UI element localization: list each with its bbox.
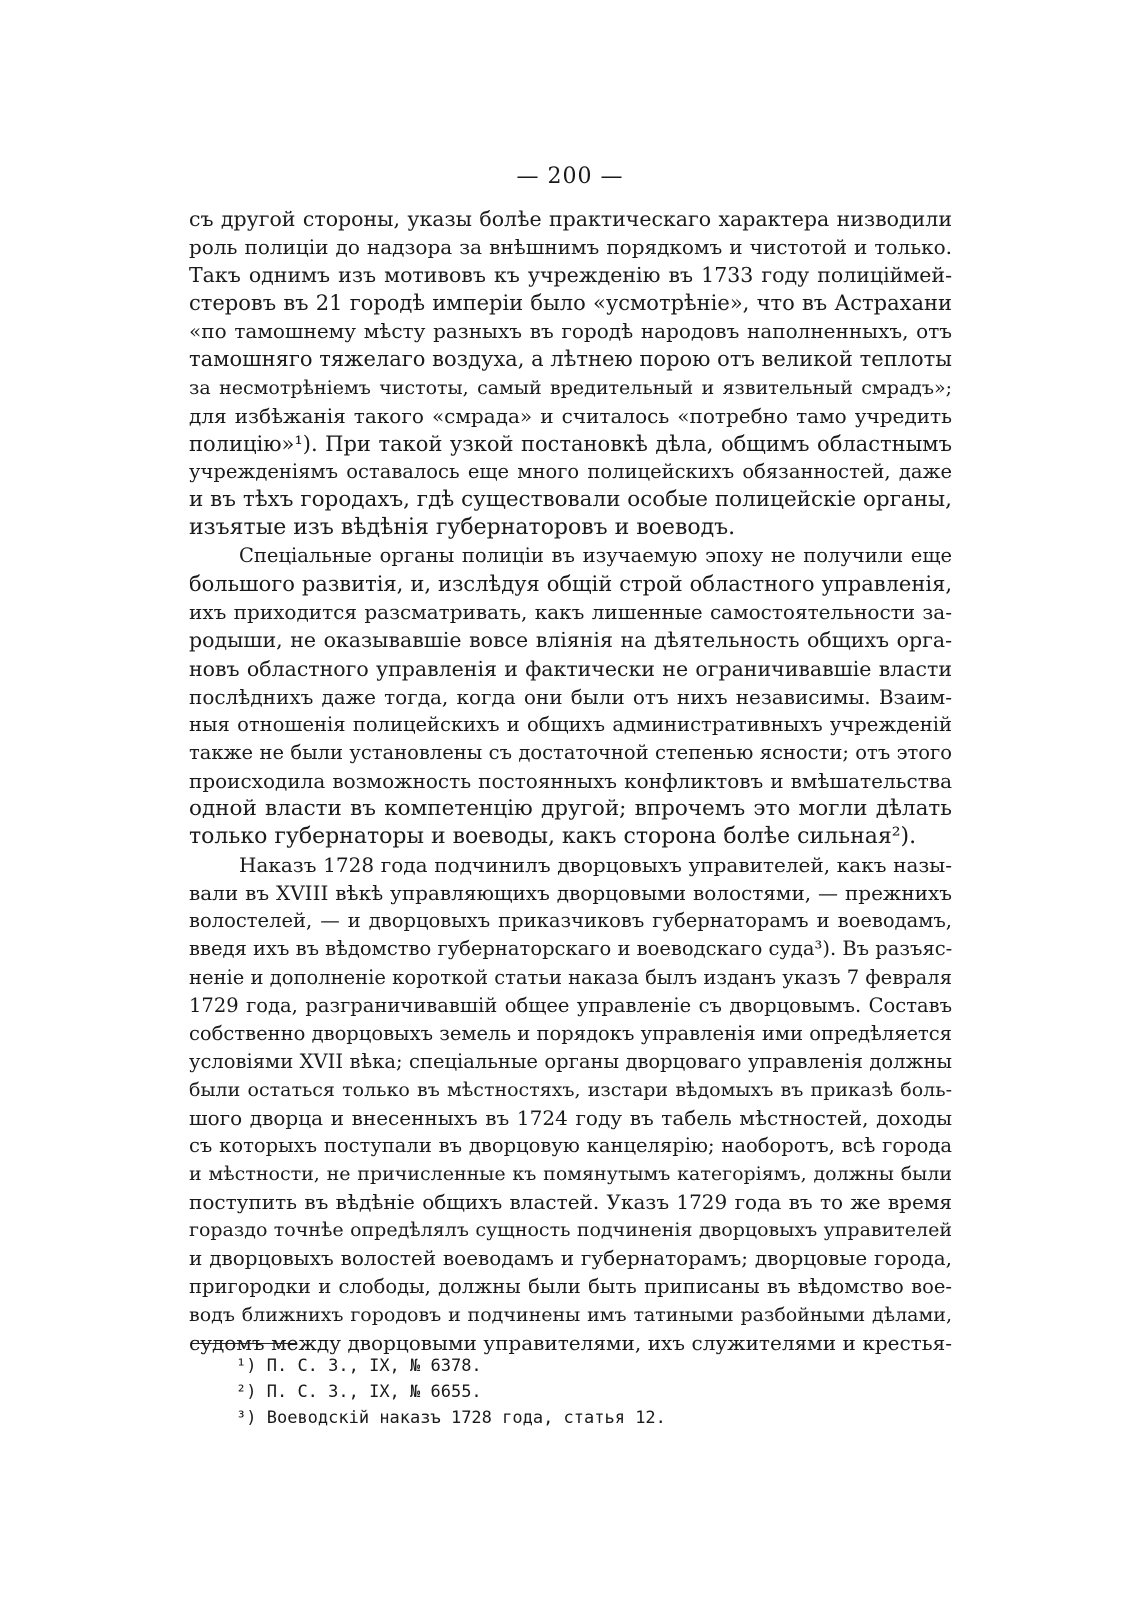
text-line: Наказъ 1728 года подчинилъ дворцовыхъ управителей, какъ назы- xyxy=(239,853,952,878)
text-line: и мѣстности, не причисленные къ помянутымъ категоріямъ, должны были xyxy=(189,1163,952,1186)
paragraph-2 xyxy=(189,542,952,851)
footnote-text: Воеводскій наказъ 1728 года, статья 12. xyxy=(266,1408,666,1428)
text-line: условіями XVII вѣка; спеціальные органы дворцоваго управленія должны xyxy=(189,1049,952,1073)
text-line: происходила возможность постоянныхъ конфликтовъ и вмѣшательства xyxy=(189,768,952,793)
text-line: учрежденіямъ оставалось еще много полицейскихъ обязанностей, даже xyxy=(189,459,952,483)
text-line: поступить въ вѣдѣніе общихъ властей. Указъ 1729 года въ то же время xyxy=(189,1190,952,1215)
text-line: и въ тѣхъ городахъ, гдѣ существовали особые полицейскіе органы, xyxy=(189,486,952,512)
text-line: изъятые изъ вѣдѣнія губернаторовъ и воеводъ. xyxy=(189,515,736,541)
text-line: тамошняго тяжелаго воздуха, а лѣтнею порою отъ великой теплоты xyxy=(189,347,952,372)
text-line: вали въ XVIII вѣкѣ управляющихъ дворцовыми волостями, — прежнихъ xyxy=(189,881,952,906)
text-line: роль полиціи до надзора за внѣшнимъ порядкомъ и чистотой и только. xyxy=(189,235,952,260)
text-line: большого развитія, и, изслѣдуя общій строй областного управленія, xyxy=(189,572,952,597)
footnote-text: П. С. З., IX, № 6378. xyxy=(266,1356,482,1376)
text-line: шого дворца и внесенныхъ въ 1724 году въ табель мѣстностей, доходы xyxy=(189,1106,952,1130)
text-line: ныя отношенія полицейскихъ и общихъ административныхъ учрежденій xyxy=(189,712,952,736)
text-line: съ которыхъ поступали въ дворцовую канцелярію; наоборотъ, всѣ города xyxy=(189,1134,952,1158)
footnote-3 xyxy=(236,1405,836,1431)
text-line: введя ихъ въ вѣдомство губернаторскаго и воеводскаго суда³). Въ разъяс- xyxy=(189,937,953,961)
text-line: неніе и дополненіе короткой статьи наказа былъ изданъ указъ 7 февраля xyxy=(189,965,952,989)
text-line: и дворцовыхъ волостей воеводамъ и губернаторамъ; дворцовые города, xyxy=(189,1246,952,1271)
text-line: собственно дворцовыхъ земель и порядокъ управленія ими опредѣляется xyxy=(189,1021,952,1045)
text-line: «по тамошнему мѣсту разныхъ въ городѣ народовъ наполненныхъ, отъ xyxy=(189,319,952,344)
footnote-1 xyxy=(236,1353,836,1379)
text-line: Такъ однимъ изъ мотивовъ къ учрежденію въ 1733 году полиціймей- xyxy=(189,263,952,288)
text-line: одной власти въ компетенцію другой; впрочемъ это могли дѣлать xyxy=(189,795,952,821)
text-line: стеровъ въ 21 городѣ имперіи было «усмотрѣніе», что въ Астрахани xyxy=(189,291,952,316)
text-line: Спеціальные органы полиціи въ изучаемую эпоху не получили еще xyxy=(239,544,952,568)
text-line: новъ областного управленія и фактически не ограничивавшіе власти xyxy=(189,656,952,681)
text-line: пригородки и слободы, должны были быть приписаны въ вѣдомство вое- xyxy=(189,1274,952,1298)
text-line: 1729 года, разграничивавшій общее управленіе съ дворцовымъ. Составъ xyxy=(189,993,952,1017)
text-line: только губернаторы и воеводы, какъ сторона болѣе сильная²). xyxy=(189,824,917,850)
text-line: судомъ между дворцовыми управителями, ихъ служителями и крестья- xyxy=(189,1330,952,1355)
footnote-text: П. С. З., IX, № 6655. xyxy=(266,1382,482,1402)
text-line: полицію»¹). При такой узкой постановкѣ дѣла, общимъ областнымъ xyxy=(189,431,952,456)
footnote-2 xyxy=(236,1379,836,1405)
footnote-marker: ³) xyxy=(236,1408,257,1428)
footnote-marker: ²) xyxy=(236,1382,257,1402)
paragraph-3 xyxy=(189,851,952,1357)
footnote-marker: ¹) xyxy=(236,1356,257,1376)
footnotes xyxy=(236,1353,836,1431)
page-number: — 200 — xyxy=(516,164,624,189)
text-line: съ другой стороны, указы болѣе практическаго характера низводили xyxy=(189,207,952,231)
body-text xyxy=(189,205,952,1357)
text-line: были остаться только въ мѣстностяхъ, изстари вѣдомыхъ въ приказѣ боль- xyxy=(189,1078,952,1101)
text-line: родыши, не оказывавшіе вовсе вліянія на дѣятельность общихъ орга- xyxy=(189,628,952,653)
paragraph-1 xyxy=(189,205,952,542)
text-line: волостелей, — и дворцовыхъ приказчиковъ губернаторамъ и воеводамъ, xyxy=(189,909,952,933)
text-line: гораздо точнѣе опредѣлялъ сущность подчиненія дворцовыхъ управителей xyxy=(189,1219,952,1242)
text-line: за несмотрѣніемъ чистоты, самый вредительный и язвительный смрадъ»; xyxy=(189,376,952,399)
text-line: водъ ближнихъ городовъ и подчинены имъ татиными разбойными дѣлами, xyxy=(189,1303,952,1326)
footnote-divider xyxy=(191,1343,297,1344)
text-line: для избѣжанія такого «смрада» и считалось «потребно тамо учредить xyxy=(189,403,952,428)
text-line: ихъ приходится разсматривать, какъ лишенные самостоятельности за- xyxy=(189,600,952,625)
text-line: также не были установлены съ достаточной степенью ясности; отъ этого xyxy=(189,740,952,764)
text-line: послѣднихъ даже тогда, когда они были отъ нихъ независимы. Взаим- xyxy=(189,684,952,709)
